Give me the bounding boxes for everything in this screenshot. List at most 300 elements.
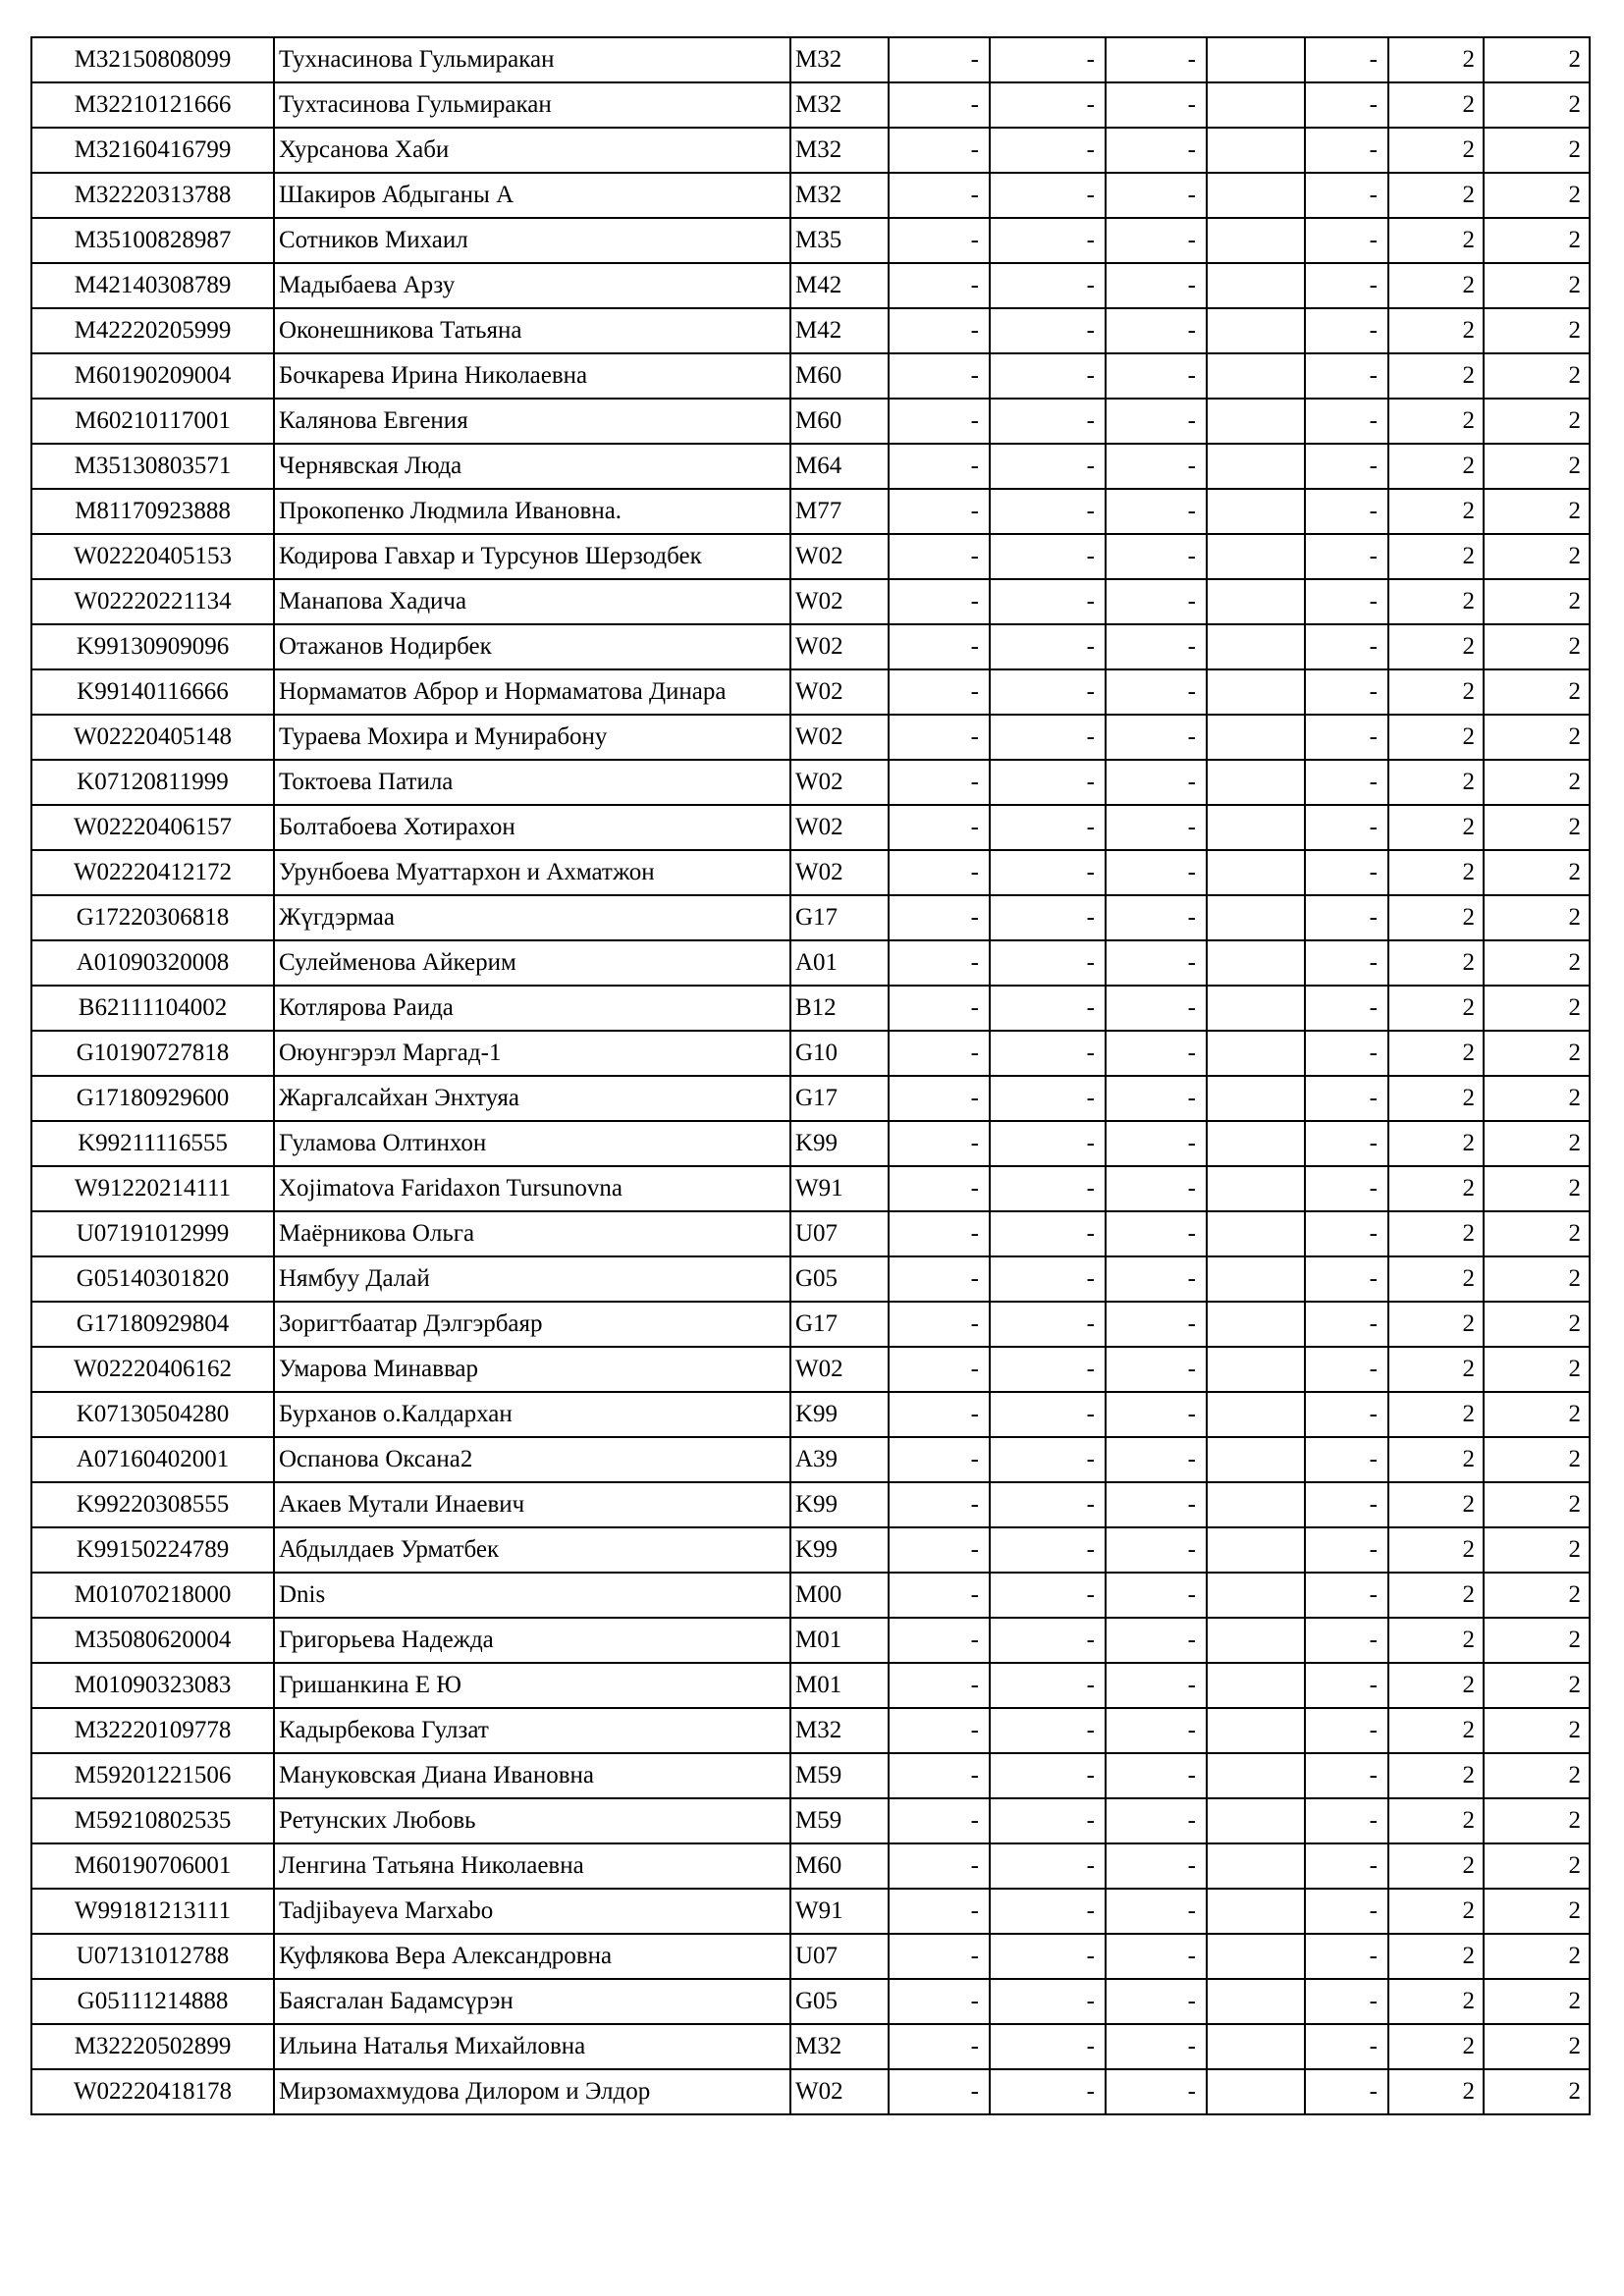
value-cell-4	[1207, 308, 1305, 353]
value-cell-1: -	[889, 579, 990, 624]
value-cell-2: -	[990, 353, 1106, 399]
value-cell-1: -	[889, 1708, 990, 1753]
value-cell-2: -	[990, 1211, 1106, 1256]
value-cell-4	[1207, 128, 1305, 173]
value-cell-5: -	[1305, 353, 1388, 399]
group-code-cell: W02	[790, 805, 889, 850]
value-cell-7: 2	[1484, 2069, 1590, 2114]
value-cell-6: 2	[1388, 444, 1484, 489]
member-name-cell: Мануковская Диана Ивановна	[274, 1753, 790, 1798]
value-cell-7: 2	[1484, 218, 1590, 263]
value-cell-5: -	[1305, 218, 1388, 263]
value-cell-5: -	[1305, 1708, 1388, 1753]
value-cell-4	[1207, 1347, 1305, 1392]
value-cell-3: -	[1106, 353, 1207, 399]
value-cell-2: -	[990, 2069, 1106, 2114]
table-row	[31, 2024, 1590, 2069]
table-row	[31, 1979, 1590, 2024]
member-name-cell: Урунбоева Муаттархон и Ахматжон	[274, 850, 790, 895]
group-code-cell: G17	[790, 1076, 889, 1121]
value-cell-4	[1207, 82, 1305, 128]
member-code-cell: K99140116666	[31, 669, 274, 715]
value-cell-4	[1207, 218, 1305, 263]
member-code-cell: M60210117001	[31, 399, 274, 444]
value-cell-3: -	[1106, 2024, 1207, 2069]
value-cell-2: -	[990, 1302, 1106, 1347]
value-cell-2: -	[990, 805, 1106, 850]
table-row	[31, 579, 1590, 624]
value-cell-1: -	[889, 805, 990, 850]
value-cell-3: -	[1106, 308, 1207, 353]
value-cell-6: 2	[1388, 579, 1484, 624]
value-cell-2: -	[990, 1934, 1106, 1979]
value-cell-7: 2	[1484, 173, 1590, 218]
table-row	[31, 1347, 1590, 1392]
value-cell-7: 2	[1484, 1166, 1590, 1211]
member-code-cell: W02220406162	[31, 1347, 274, 1392]
value-cell-4	[1207, 1708, 1305, 1753]
group-code-cell: M59	[790, 1798, 889, 1843]
value-cell-3: -	[1106, 1347, 1207, 1392]
value-cell-5: -	[1305, 1256, 1388, 1302]
table-row	[31, 353, 1590, 399]
value-cell-5: -	[1305, 805, 1388, 850]
value-cell-1: -	[889, 1482, 990, 1527]
value-cell-6: 2	[1388, 2069, 1484, 2114]
table-row	[31, 624, 1590, 669]
member-code-cell: W91220214111	[31, 1166, 274, 1211]
value-cell-6: 2	[1388, 669, 1484, 715]
value-cell-1: -	[889, 1798, 990, 1843]
value-cell-4	[1207, 1121, 1305, 1166]
value-cell-6: 2	[1388, 1392, 1484, 1437]
value-cell-4	[1207, 489, 1305, 534]
value-cell-5: -	[1305, 1934, 1388, 1979]
table-row	[31, 399, 1590, 444]
value-cell-6: 2	[1388, 1121, 1484, 1166]
value-cell-2: -	[990, 1798, 1106, 1843]
value-cell-5: -	[1305, 534, 1388, 579]
value-cell-3: -	[1106, 1573, 1207, 1618]
value-cell-3: -	[1106, 1753, 1207, 1798]
group-code-cell: B12	[790, 986, 889, 1031]
value-cell-1: -	[889, 534, 990, 579]
value-cell-6: 2	[1388, 1437, 1484, 1482]
value-cell-6: 2	[1388, 760, 1484, 805]
value-cell-3: -	[1106, 399, 1207, 444]
value-cell-6: 2	[1388, 1482, 1484, 1527]
value-cell-7: 2	[1484, 1121, 1590, 1166]
value-cell-5: -	[1305, 715, 1388, 760]
value-cell-6: 2	[1388, 1166, 1484, 1211]
value-cell-7: 2	[1484, 1527, 1590, 1573]
table-row	[31, 263, 1590, 308]
value-cell-4	[1207, 1798, 1305, 1843]
value-cell-3: -	[1106, 1256, 1207, 1302]
value-cell-6: 2	[1388, 353, 1484, 399]
value-cell-2: -	[990, 1482, 1106, 1527]
value-cell-2: -	[990, 1708, 1106, 1753]
value-cell-1: -	[889, 1166, 990, 1211]
value-cell-5: -	[1305, 444, 1388, 489]
group-code-cell: G05	[790, 1979, 889, 2024]
table-row	[31, 760, 1590, 805]
member-name-cell: Нямбуу Далай	[274, 1256, 790, 1302]
value-cell-1: -	[889, 760, 990, 805]
value-cell-3: -	[1106, 850, 1207, 895]
value-cell-5: -	[1305, 2069, 1388, 2114]
value-cell-4	[1207, 399, 1305, 444]
value-cell-4	[1207, 940, 1305, 986]
value-cell-4	[1207, 444, 1305, 489]
group-code-cell: M42	[790, 263, 889, 308]
value-cell-3: -	[1106, 1663, 1207, 1708]
value-cell-6: 2	[1388, 986, 1484, 1031]
value-cell-1: -	[889, 308, 990, 353]
member-name-cell: Ретунских Любовь	[274, 1798, 790, 1843]
value-cell-6: 2	[1388, 1527, 1484, 1573]
value-cell-5: -	[1305, 1889, 1388, 1934]
value-cell-2: -	[990, 1663, 1106, 1708]
table-row	[31, 1166, 1590, 1211]
member-name-cell: Калянова Евгения	[274, 399, 790, 444]
value-cell-5: -	[1305, 1166, 1388, 1211]
value-cell-5: -	[1305, 986, 1388, 1031]
value-cell-5: -	[1305, 1527, 1388, 1573]
value-cell-5: -	[1305, 1437, 1388, 1482]
value-cell-3: -	[1106, 1166, 1207, 1211]
value-cell-3: -	[1106, 1211, 1207, 1256]
member-code-cell: K07130504280	[31, 1392, 274, 1437]
value-cell-3: -	[1106, 805, 1207, 850]
value-cell-7: 2	[1484, 895, 1590, 940]
member-code-cell: M42220205999	[31, 308, 274, 353]
value-cell-4	[1207, 1031, 1305, 1076]
value-cell-3: -	[1106, 715, 1207, 760]
member-code-cell: M32220502899	[31, 2024, 274, 2069]
value-cell-2: -	[990, 128, 1106, 173]
table-row	[31, 444, 1590, 489]
value-cell-7: 2	[1484, 1798, 1590, 1843]
value-cell-4	[1207, 1302, 1305, 1347]
value-cell-2: -	[990, 1256, 1106, 1302]
members-table	[30, 36, 1591, 2115]
value-cell-7: 2	[1484, 2024, 1590, 2069]
value-cell-5: -	[1305, 1302, 1388, 1347]
member-code-cell: K99150224789	[31, 1527, 274, 1573]
value-cell-2: -	[990, 715, 1106, 760]
value-cell-3: -	[1106, 579, 1207, 624]
value-cell-7: 2	[1484, 940, 1590, 986]
member-code-cell: M32210121666	[31, 82, 274, 128]
value-cell-4	[1207, 353, 1305, 399]
group-code-cell: A01	[790, 940, 889, 986]
value-cell-1: -	[889, 399, 990, 444]
member-code-cell: U07131012788	[31, 1934, 274, 1979]
group-code-cell: W02	[790, 760, 889, 805]
value-cell-2: -	[990, 986, 1106, 1031]
member-code-cell: U07191012999	[31, 1211, 274, 1256]
table-row	[31, 1437, 1590, 1482]
member-name-cell: Отажанов Нодирбек	[274, 624, 790, 669]
value-cell-7: 2	[1484, 1663, 1590, 1708]
value-cell-2: -	[990, 399, 1106, 444]
value-cell-6: 2	[1388, 1347, 1484, 1392]
value-cell-1: -	[889, 128, 990, 173]
value-cell-1: -	[889, 1121, 990, 1166]
value-cell-1: -	[889, 1211, 990, 1256]
value-cell-4	[1207, 1934, 1305, 1979]
value-cell-3: -	[1106, 1979, 1207, 2024]
group-code-cell: W02	[790, 850, 889, 895]
value-cell-5: -	[1305, 1392, 1388, 1437]
table-row	[31, 669, 1590, 715]
value-cell-7: 2	[1484, 1753, 1590, 1798]
value-cell-1: -	[889, 1843, 990, 1889]
table-row	[31, 2069, 1590, 2114]
value-cell-3: -	[1106, 1437, 1207, 1482]
member-name-cell: Тухнасинова Гульмиракан	[274, 37, 790, 82]
value-cell-6: 2	[1388, 263, 1484, 308]
member-name-cell: Акаев Мутали Инаевич	[274, 1482, 790, 1527]
value-cell-7: 2	[1484, 760, 1590, 805]
group-code-cell: U07	[790, 1934, 889, 1979]
value-cell-4	[1207, 1437, 1305, 1482]
value-cell-2: -	[990, 1347, 1106, 1392]
value-cell-3: -	[1106, 1618, 1207, 1663]
value-cell-5: -	[1305, 399, 1388, 444]
value-cell-1: -	[889, 669, 990, 715]
member-name-cell: Мирзомахмудова Дилором и Элдор	[274, 2069, 790, 2114]
value-cell-4	[1207, 1618, 1305, 1663]
member-code-cell: M32220313788	[31, 173, 274, 218]
value-cell-2: -	[990, 1753, 1106, 1798]
value-cell-3: -	[1106, 1482, 1207, 1527]
table-body	[31, 37, 1590, 2114]
value-cell-5: -	[1305, 173, 1388, 218]
value-cell-4	[1207, 850, 1305, 895]
value-cell-7: 2	[1484, 399, 1590, 444]
member-code-cell: K07120811999	[31, 760, 274, 805]
table-row	[31, 1753, 1590, 1798]
value-cell-1: -	[889, 1392, 990, 1437]
group-code-cell: M32	[790, 2024, 889, 2069]
value-cell-4	[1207, 1256, 1305, 1302]
member-name-cell: Xojimatova Faridaxon Tursunovna	[274, 1166, 790, 1211]
group-code-cell: M35	[790, 218, 889, 263]
member-name-cell: Гуламова Олтинхон	[274, 1121, 790, 1166]
value-cell-7: 2	[1484, 128, 1590, 173]
value-cell-4	[1207, 1753, 1305, 1798]
member-code-cell: W02220418178	[31, 2069, 274, 2114]
member-code-cell: K99130909096	[31, 624, 274, 669]
value-cell-3: -	[1106, 1121, 1207, 1166]
member-code-cell: B62111104002	[31, 986, 274, 1031]
group-code-cell: W91	[790, 1166, 889, 1211]
value-cell-7: 2	[1484, 82, 1590, 128]
value-cell-2: -	[990, 669, 1106, 715]
value-cell-5: -	[1305, 1482, 1388, 1527]
value-cell-7: 2	[1484, 263, 1590, 308]
value-cell-7: 2	[1484, 805, 1590, 850]
value-cell-5: -	[1305, 1573, 1388, 1618]
value-cell-5: -	[1305, 263, 1388, 308]
group-code-cell: W02	[790, 2069, 889, 2114]
group-code-cell: W02	[790, 1347, 889, 1392]
group-code-cell: M32	[790, 37, 889, 82]
value-cell-1: -	[889, 1302, 990, 1347]
table-row	[31, 1211, 1590, 1256]
member-name-cell: Tadjibayeva Marxabo	[274, 1889, 790, 1934]
value-cell-5: -	[1305, 895, 1388, 940]
value-cell-1: -	[889, 1573, 990, 1618]
value-cell-5: -	[1305, 1753, 1388, 1798]
group-code-cell: K99	[790, 1392, 889, 1437]
value-cell-4	[1207, 1843, 1305, 1889]
value-cell-1: -	[889, 1527, 990, 1573]
member-name-cell: Котлярова Раида	[274, 986, 790, 1031]
value-cell-3: -	[1106, 1076, 1207, 1121]
table-row	[31, 1843, 1590, 1889]
value-cell-2: -	[990, 850, 1106, 895]
member-code-cell: W99181213111	[31, 1889, 274, 1934]
value-cell-2: -	[990, 895, 1106, 940]
value-cell-6: 2	[1388, 1076, 1484, 1121]
table-row	[31, 1121, 1590, 1166]
value-cell-6: 2	[1388, 1753, 1484, 1798]
value-cell-4	[1207, 1573, 1305, 1618]
value-cell-1: -	[889, 1753, 990, 1798]
value-cell-6: 2	[1388, 1618, 1484, 1663]
member-name-cell: Оспанова Оксана2	[274, 1437, 790, 1482]
value-cell-2: -	[990, 1031, 1106, 1076]
value-cell-3: -	[1106, 624, 1207, 669]
value-cell-5: -	[1305, 308, 1388, 353]
value-cell-7: 2	[1484, 579, 1590, 624]
group-code-cell: M01	[790, 1663, 889, 1708]
member-name-cell: Григорьева Надежда	[274, 1618, 790, 1663]
group-code-cell: M42	[790, 308, 889, 353]
value-cell-4	[1207, 1979, 1305, 2024]
value-cell-7: 2	[1484, 353, 1590, 399]
member-name-cell: Умарова Минаввар	[274, 1347, 790, 1392]
group-code-cell: M64	[790, 444, 889, 489]
table-row	[31, 1256, 1590, 1302]
value-cell-2: -	[990, 1437, 1106, 1482]
group-code-cell: W02	[790, 669, 889, 715]
table-row	[31, 173, 1590, 218]
value-cell-4	[1207, 263, 1305, 308]
value-cell-5: -	[1305, 1979, 1388, 2024]
member-code-cell: W02220221134	[31, 579, 274, 624]
value-cell-2: -	[990, 1618, 1106, 1663]
group-code-cell: G05	[790, 1256, 889, 1302]
value-cell-2: -	[990, 1121, 1106, 1166]
group-code-cell: A39	[790, 1437, 889, 1482]
group-code-cell: W02	[790, 534, 889, 579]
value-cell-6: 2	[1388, 1889, 1484, 1934]
member-code-cell: M60190706001	[31, 1843, 274, 1889]
group-code-cell: W91	[790, 1889, 889, 1934]
value-cell-1: -	[889, 1934, 990, 1979]
table-row	[31, 1031, 1590, 1076]
value-cell-5: -	[1305, 489, 1388, 534]
value-cell-7: 2	[1484, 444, 1590, 489]
value-cell-4	[1207, 1392, 1305, 1437]
value-cell-6: 2	[1388, 1843, 1484, 1889]
group-code-cell: K99	[790, 1121, 889, 1166]
value-cell-6: 2	[1388, 1573, 1484, 1618]
value-cell-6: 2	[1388, 173, 1484, 218]
member-code-cell: G10190727818	[31, 1031, 274, 1076]
group-code-cell: G17	[790, 1302, 889, 1347]
value-cell-7: 2	[1484, 1031, 1590, 1076]
value-cell-6: 2	[1388, 940, 1484, 986]
value-cell-1: -	[889, 850, 990, 895]
member-name-cell: Маёрникова Ольга	[274, 1211, 790, 1256]
value-cell-6: 2	[1388, 1302, 1484, 1347]
member-code-cell: M81170923888	[31, 489, 274, 534]
value-cell-4	[1207, 579, 1305, 624]
member-code-cell: A01090320008	[31, 940, 274, 986]
group-code-cell: M59	[790, 1753, 889, 1798]
value-cell-7: 2	[1484, 1934, 1590, 1979]
value-cell-6: 2	[1388, 624, 1484, 669]
member-name-cell: Жаргалсайхан Энхтуяа	[274, 1076, 790, 1121]
value-cell-2: -	[990, 1392, 1106, 1437]
value-cell-2: -	[990, 263, 1106, 308]
value-cell-6: 2	[1388, 1979, 1484, 2024]
value-cell-1: -	[889, 173, 990, 218]
value-cell-2: -	[990, 624, 1106, 669]
table-row	[31, 986, 1590, 1031]
value-cell-3: -	[1106, 444, 1207, 489]
table-row	[31, 37, 1590, 82]
group-code-cell: G17	[790, 895, 889, 940]
member-name-cell: Оюунгэрэл Маргад-1	[274, 1031, 790, 1076]
value-cell-3: -	[1106, 128, 1207, 173]
value-cell-7: 2	[1484, 1979, 1590, 2024]
value-cell-1: -	[889, 986, 990, 1031]
value-cell-1: -	[889, 1031, 990, 1076]
member-code-cell: M60190209004	[31, 353, 274, 399]
value-cell-6: 2	[1388, 1934, 1484, 1979]
member-name-cell: Мадыбаева Арзу	[274, 263, 790, 308]
value-cell-1: -	[889, 715, 990, 760]
table-row	[31, 1527, 1590, 1573]
table-row	[31, 1076, 1590, 1121]
member-name-cell: Ленгина Татьяна Николаевна	[274, 1843, 790, 1889]
member-name-cell: Прокопенко Людмила Ивановна.	[274, 489, 790, 534]
value-cell-3: -	[1106, 263, 1207, 308]
value-cell-6: 2	[1388, 715, 1484, 760]
group-code-cell: G10	[790, 1031, 889, 1076]
value-cell-6: 2	[1388, 1663, 1484, 1708]
value-cell-4	[1207, 1211, 1305, 1256]
value-cell-5: -	[1305, 624, 1388, 669]
value-cell-4	[1207, 2024, 1305, 2069]
value-cell-1: -	[889, 1979, 990, 2024]
value-cell-7: 2	[1484, 1437, 1590, 1482]
group-code-cell: W02	[790, 715, 889, 760]
value-cell-1: -	[889, 353, 990, 399]
value-cell-6: 2	[1388, 82, 1484, 128]
value-cell-6: 2	[1388, 1256, 1484, 1302]
value-cell-3: -	[1106, 1302, 1207, 1347]
table-row	[31, 128, 1590, 173]
value-cell-3: -	[1106, 534, 1207, 579]
group-code-cell: M32	[790, 1708, 889, 1753]
